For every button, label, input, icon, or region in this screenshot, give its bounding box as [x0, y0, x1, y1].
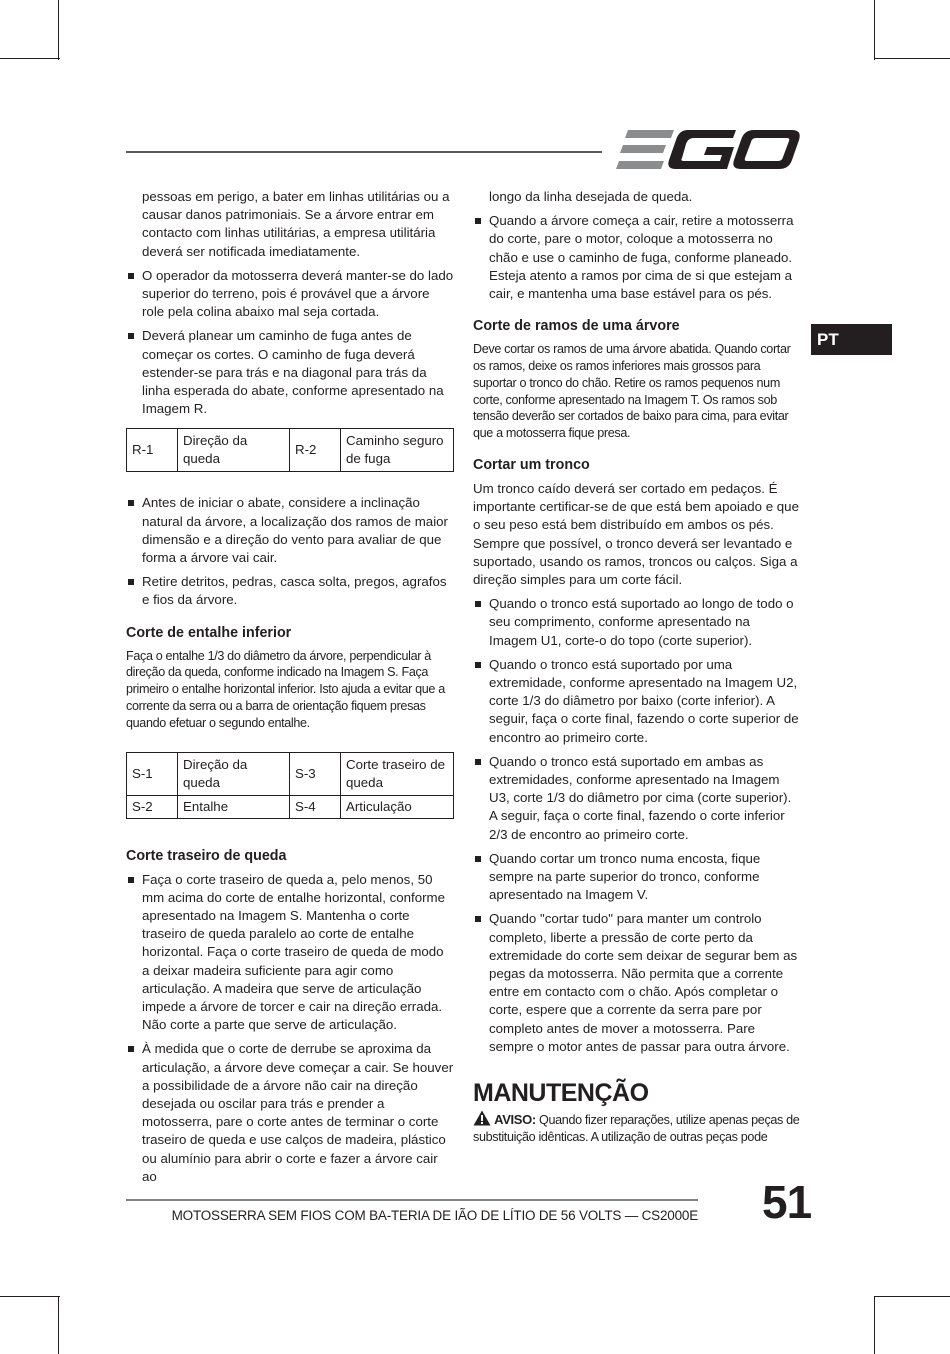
bullet-square-icon: [128, 500, 134, 506]
bullet-item: [473, 212, 801, 303]
bullet-text: Antes de iniciar o abate, considere a inclinação natural da árvore, a localização dos ramos de maior dimensão e a direção do vento para avaliar de que forma a árvore vai cair.: [142, 495, 448, 566]
bullet-text: Deverá planear um caminho de fuga antes de começar os cortes. O caminho de fuga deverá estender-se para trás e na diagonal para trás da linha esperada do abate, conforme apresentado na Imagem R.: [142, 328, 444, 417]
bullet-item: [126, 871, 454, 1035]
bullet-square-icon: [475, 759, 481, 765]
bullet-text: Faça o corte traseiro de queda a, pelo menos, 50 mm acima do corte de entalhe horizontal, conforme apresentado na Imagem S. Mantenha o corte traseiro de queda paralelo ao corte de entalhe horizontal. Faça o corte traseiro de queda de modo a deixar madeira suficiente para agir como articulação. A madeira que serve de articulação impede a árvore de torcer e cair na direção errada. Não corte a parte que serve de articulação.: [142, 871, 446, 1033]
section-heading: Corte de entalhe inferior: [126, 624, 292, 641]
bullet-item: [473, 850, 801, 905]
bullet-square-icon: [128, 877, 134, 883]
bullet-square-icon: [128, 1046, 134, 1052]
bullet-item: [126, 267, 454, 322]
crop-mark: [874, 0, 875, 60]
bullet-item: [473, 595, 801, 650]
footer-rule: [126, 1199, 698, 1201]
table-cell: Entalhe: [178, 795, 290, 818]
bullet-item: [473, 656, 801, 747]
table-row: [127, 752, 454, 795]
paragraph: Deve cortar os ramos de uma árvore abatida. Quando cortar os ramos, deixe os ramos inferiores mais grossos para suportar o tronco do chão. Retire os ramos pequenos num corte, conforme apresentado na Imagem T. Os ramos sob tensão deverão ser cortados de baixo para cima, para evitar que a motosserra fique presa.: [473, 342, 791, 441]
warning-label: AVISO:: [494, 1112, 536, 1128]
footer-title: MOTOSSERRA SEM FIOS COM BA-TERIA DE IÃO DE LÍTIO DE 56 VOLTS — CS2000E: [171, 1208, 698, 1223]
bullet-item: [473, 753, 801, 844]
bullet-text: Quando o tronco está suportado por uma extremidade, conforme apresentado na Imagem U2, corte 1/3 do diâmetro por baixo (corte inferior). A seguir, faça o corte final, fazendo o corte superior de encontro ao primeiro corte.: [489, 656, 799, 745]
bullet-item: [473, 910, 801, 1056]
right-column: [473, 188, 801, 1146]
table-cell: S-2: [127, 795, 178, 818]
bullet-square-icon: [128, 333, 134, 339]
table-row: [127, 795, 454, 818]
bullet-square-icon: [475, 601, 481, 607]
warning-triangle-icon: [473, 1110, 491, 1126]
table-cell: S-4: [290, 795, 341, 818]
brand-logo: [616, 128, 800, 172]
bullet-text: Retire detritos, pedras, casca solta, pregos, agrafos e fios da árvore.: [142, 574, 447, 608]
crop-mark: [874, 1296, 950, 1297]
language-tab: PT: [811, 324, 892, 355]
table-cell: Direção da queda: [178, 752, 290, 795]
paragraph: longo da linha desejada de queda.: [489, 189, 693, 204]
bullet-square-icon: [475, 856, 481, 862]
table-cell: Corte traseiro de queda: [341, 752, 454, 795]
bullet-item: [126, 327, 454, 418]
table-cell: Articulação: [341, 795, 454, 818]
section-title: MANUTENÇÃO: [473, 1079, 649, 1108]
table-row: [127, 429, 454, 472]
bullet-text: O operador da motosserra deverá manter-se do lado superior do terreno, pois é provável que a árvore role pela colina abaixo mal seja cortada.: [142, 267, 454, 320]
section-heading: Corte traseiro de queda: [126, 847, 287, 864]
warning-paragraph: [473, 1110, 801, 1146]
left-column: [126, 188, 454, 1186]
bullet-square-icon: [128, 273, 134, 279]
bullet-square-icon: [475, 218, 481, 224]
table-cell: R-2: [290, 429, 341, 472]
bullet-item: [126, 494, 454, 567]
bullet-text: À medida que o corte de derrube se aproxima da articulação, a árvore deve começar a cair. Se houver a possibilidade de a árvore não cair na direção desejada ou oscilar para trás e prender a motosserra, pare o corte antes de terminar o corte traseiro de queda e use calços de madeira, plástico ou alumínio para abrir o corte e fazer a árvore cair ao: [142, 1041, 454, 1184]
bullet-square-icon: [128, 579, 134, 585]
table-cell: S-1: [127, 752, 178, 795]
crop-mark: [0, 58, 60, 59]
bullet-text: Quando cortar um tronco numa encosta, fique sempre na parte superior do tronco, conforme apresentado na Imagem V.: [489, 850, 761, 903]
bullet-square-icon: [475, 916, 481, 922]
legend-table-s: [126, 752, 454, 819]
bullet-text: Quando o tronco está suportado em ambas as extremidades, conforme apresentado na Imagem U3, corte 1/3 do diâmetro por cima (corte superior). A seguir, faça o corte final, fazendo o corte inferior 2/3 de encontro ao primeiro corte.: [489, 753, 792, 842]
crop-mark: [58, 0, 59, 60]
table-cell: Direção da queda: [178, 429, 290, 472]
crop-mark: [874, 58, 950, 59]
bullet-text: Quando o tronco está suportado ao longo de todo o seu comprimento, conforme apresentado na Imagem U1, corte-o do topo (corte superior).: [489, 596, 794, 648]
legend-table-r: [126, 428, 454, 472]
table-cell: Caminho seguro de fuga: [341, 429, 454, 472]
page-number: 51: [762, 1176, 812, 1228]
header-rule: [126, 151, 602, 153]
bullet-square-icon: [475, 662, 481, 668]
paragraph: Um tronco caído deverá ser cortado em pedaços. É importante certificar-se de que está bem apoiado e que o seu peso está bem distribuído em ambos os pés. Sempre que possível, o tronco deverá ser levantado e suportado, usando os ramos, troncos ou calços. Siga a direção simples para um corte fácil.: [473, 481, 799, 588]
section-heading: Cortar um tronco: [473, 457, 590, 473]
table-cell: R-1: [127, 429, 178, 472]
bullet-text: Quando "cortar tudo" para manter um controlo completo, liberte a pressão de corte perto da extremidade do corte sem deixar de segurar bem as pegas da motosserra. Não permita que a corrente entre em contacto com o chão. Após completar o corte, espere que a corrente da serra pare por completo antes de mover a motosserra. Pare sempre o motor antes de passar para outra árvore.: [489, 911, 798, 1054]
bullet-item: [126, 573, 454, 609]
section-heading: Corte de ramos de uma árvore: [473, 318, 680, 335]
paragraph: Faça o entalhe 1/3 do diâmetro da árvore, perpendicular à direção da queda, conforme indicado na Imagem S. Faça primeiro o entalhe horizontal inferior. Isto ajuda a evitar que a corrente da serra ou a barra de orientação fiquem presas quando efetuar o segundo entalhe.: [126, 648, 445, 730]
table-cell: S-3: [290, 752, 341, 795]
crop-mark: [0, 1296, 60, 1297]
paragraph: pessoas em perigo, a bater em linhas utilitárias ou a causar danos patrimoniais. Se a árvore entrar em contacto com linhas utilitárias, a empresa utilitária deverá ser notificada imediatamente.: [142, 189, 450, 259]
bullet-item: [126, 1040, 454, 1186]
crop-mark: [874, 1296, 875, 1354]
bullet-text: Quando a árvore começa a cair, retire a motosserra do corte, pare o motor, coloque a motosserra no chão e use o caminho de fuga, conforme planeado. Esteja atento a ramos por cima de si que estejam a cair, e mantenha uma base estável para os pés.: [489, 213, 794, 302]
crop-mark: [58, 1296, 59, 1354]
warning-text: Quando fizer reparações, utilize apenas peças de substituição idênticas. A utilização de outras peças pode: [473, 1113, 800, 1144]
